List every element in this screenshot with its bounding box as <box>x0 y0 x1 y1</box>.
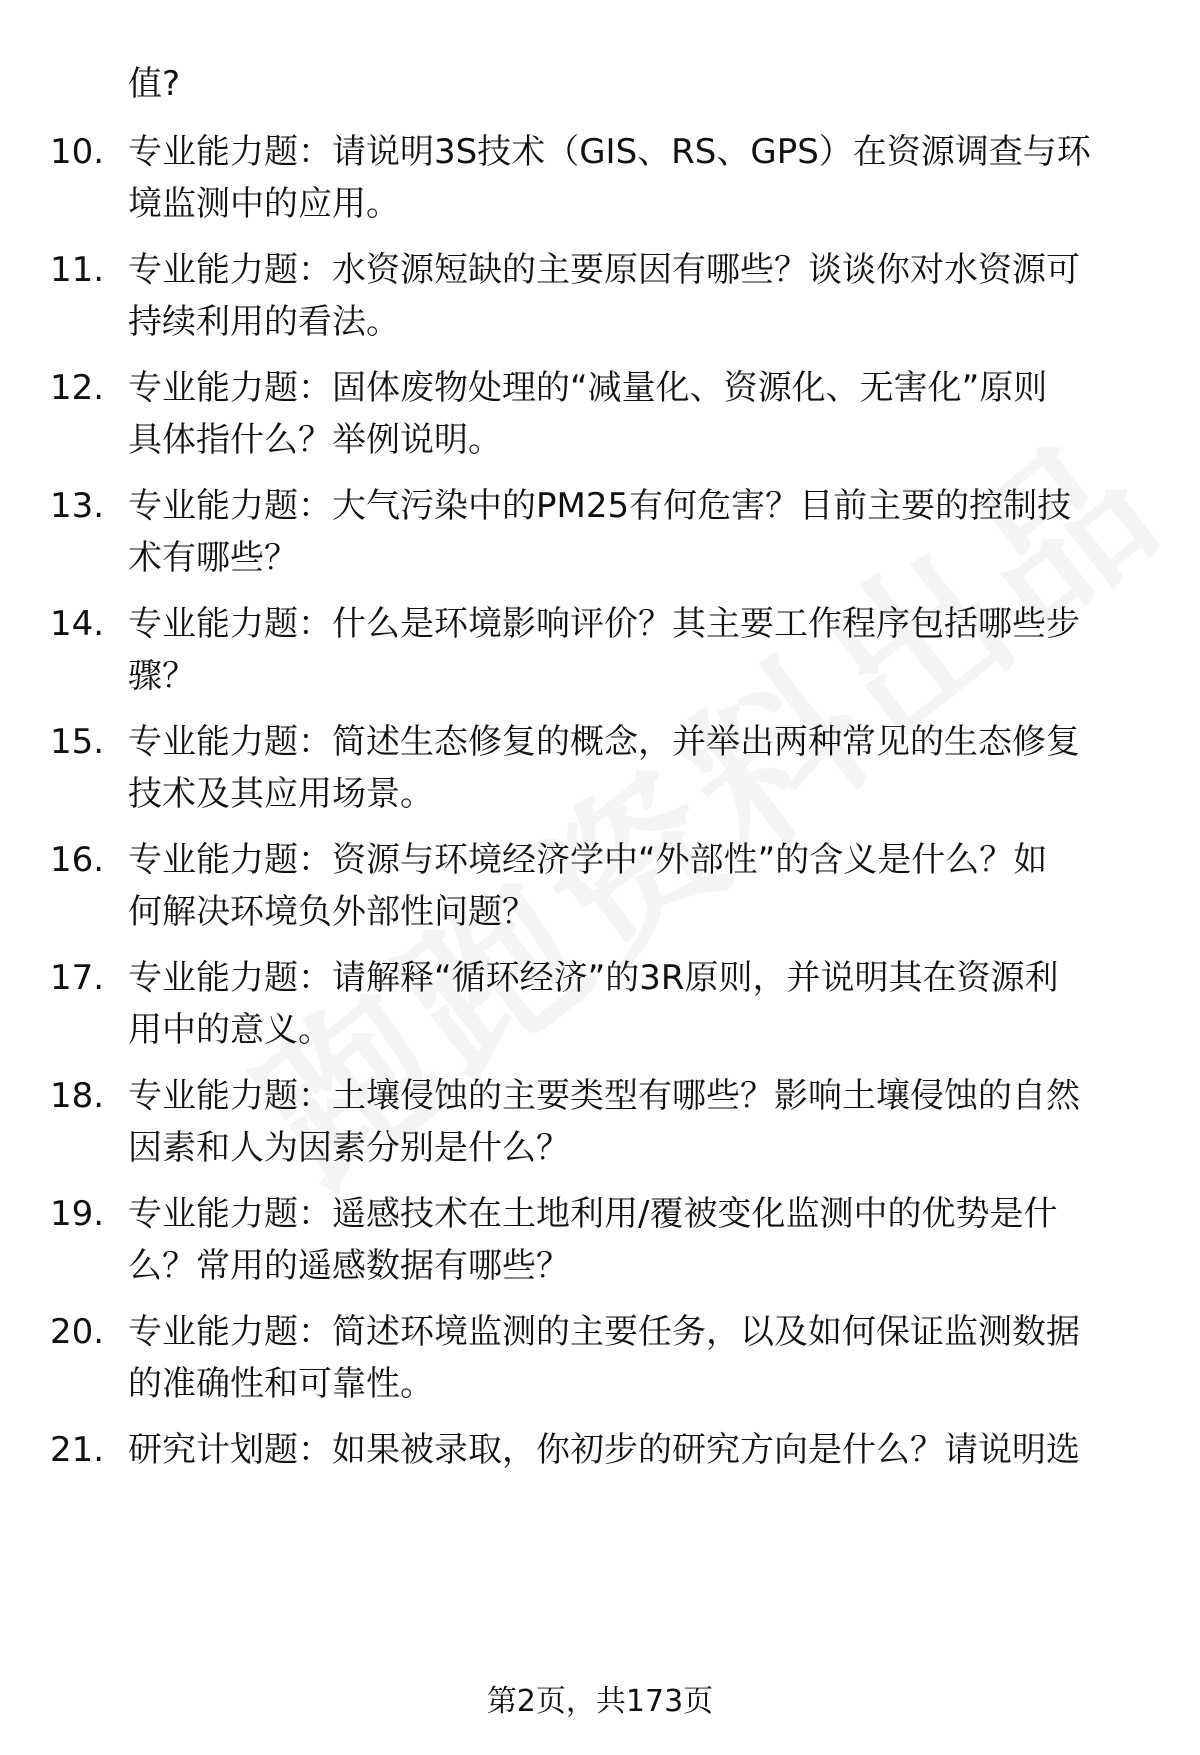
question-line: 专业能力题：请解释“循环经济”的3R原则，并说明其在资源利 <box>128 958 1059 998</box>
question-number: 21. <box>50 1430 105 1470</box>
question-line: 研究计划题：如果被录取，你初步的研究方向是什么？请说明选 <box>128 1430 1080 1470</box>
question-number: 16. <box>50 840 105 880</box>
question-number: 18. <box>50 1076 105 1116</box>
question-number: 12. <box>50 368 105 408</box>
question-line: 持续利用的看法。 <box>128 302 400 342</box>
question-number: 13. <box>50 486 105 526</box>
question-line: 么？常用的遥感数据有哪些？ <box>128 1246 570 1286</box>
question-text <box>128 834 1188 938</box>
question-number: 19. <box>50 1194 105 1234</box>
question-text <box>128 1188 1188 1292</box>
question-line: 术有哪些？ <box>128 538 298 578</box>
question-line: 境监测中的应用。 <box>128 184 400 224</box>
question-text <box>128 1070 1188 1174</box>
question-line: 专业能力题：遥感技术在土地利用/覆被变化监测中的优势是什 <box>128 1194 1058 1234</box>
question-line: 骤？ <box>128 656 196 696</box>
question-number: 17. <box>50 958 105 998</box>
question-line: 用中的意义。 <box>128 1010 332 1050</box>
question-line: 专业能力题：简述环境监测的主要任务，以及如何保证监测数据 <box>128 1312 1080 1352</box>
question-number: 15. <box>50 722 105 762</box>
question-text <box>128 126 1188 230</box>
question-line: 专业能力题：固体废物处理的“减量化、资源化、无害化”原则 <box>128 368 1048 408</box>
question-number: 14. <box>50 604 105 644</box>
page-footer: 第2页，共173页 <box>486 1684 714 1719</box>
question-text <box>128 598 1188 702</box>
question-text <box>128 244 1188 348</box>
question-line: 专业能力题：大气污染中的PM25有何危害？目前主要的控制技 <box>128 486 1072 526</box>
question-line: 具体指什么？举例说明。 <box>128 420 502 460</box>
question-line: 专业能力题：什么是环境影响评价？其主要工作程序包括哪些步 <box>128 604 1080 644</box>
question-line: 专业能力题：简述生态修复的概念，并举出两种常见的生态修复 <box>128 722 1080 762</box>
continuation-line: 值? <box>128 64 181 104</box>
question-line: 何解决环境负外部性问题？ <box>128 892 536 932</box>
question-number: 10. <box>50 132 105 172</box>
question-line: 的准确性和可靠性。 <box>128 1364 434 1404</box>
question-number: 20. <box>50 1312 105 1352</box>
question-line: 专业能力题：资源与环境经济学中“外部性”的含义是什么？如 <box>128 840 1048 880</box>
question-text <box>128 480 1188 584</box>
question-text <box>128 362 1188 466</box>
question-line: 专业能力题：水资源短缺的主要原因有哪些？谈谈你对水资源可 <box>128 250 1080 290</box>
question-number: 11. <box>50 250 105 290</box>
question-line: 专业能力题：土壤侵蚀的主要类型有哪些？影响土壤侵蚀的自然 <box>128 1076 1080 1116</box>
question-text <box>128 716 1188 820</box>
question-text <box>128 1306 1188 1410</box>
question-line: 因素和人为因素分别是什么？ <box>128 1128 570 1168</box>
question-text <box>128 952 1188 1056</box>
question-line: 专业能力题：请说明3S技术（GIS、RS、GPS）在资源调查与环 <box>128 132 1091 172</box>
question-text <box>128 1424 1188 1476</box>
question-line: 技术及其应用场景。 <box>128 774 434 814</box>
